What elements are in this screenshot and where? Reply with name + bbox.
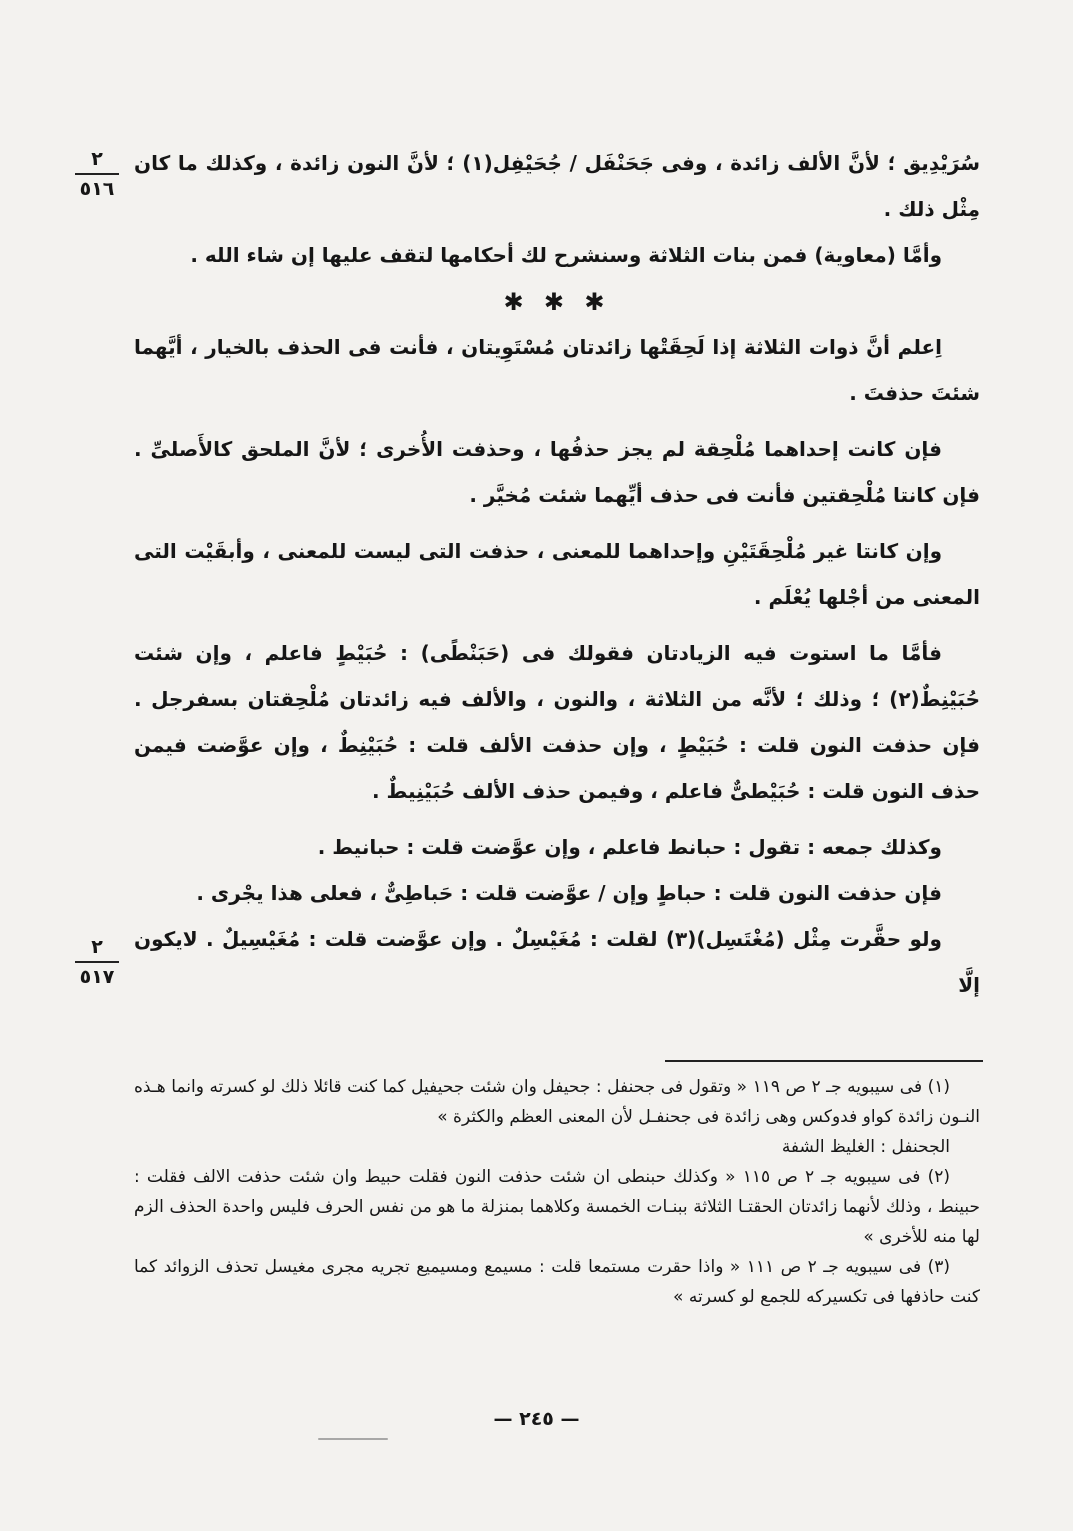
footnote-1-gloss: الجحنفل : الغليظ الشفة — [781, 1137, 950, 1157]
paragraph: اِعلم أنَّ ذوات الثلاثة إذا لَحِقَتْها زائدتان مُسْتَوِيتان ، فأنت فى الحذف بالخيار ، أيَّهما شئتَ حذفتَ . — [134, 335, 980, 405]
footnote-separator — [665, 1060, 983, 1062]
margin-reference-volume: ٢ — [75, 148, 119, 175]
paragraph-line: مِثْل ذلك . — [883, 197, 980, 221]
margin-reference-volume: ٢ — [75, 936, 119, 963]
paragraph: فأمَّا ما استوت فيه الزيادتان فقولك فى (حَبَنْطًى) : حُبَيْطٍ فاعلم ، وإن شئت حُبَيْنِطٌ(٢) ؛ وذلك ؛ لأنَّه من الثلاثة ، والنون ، والألف فيه زائدتان مُلْحِقتان بسفرجل . فإن حذفت النون قلت : حُبَيْطٍ ، وإن حذفت الألف قلت : حُبَيْنِطٌ ، وإن عوَّضت فيمن حذف النون قلت : حُبَيْطىٌّ فاعلم ، وفيمن حذف الألف حُبَيْنِيطٌ . — [134, 641, 980, 803]
footnote-3: (٣) فى سيبويه جـ ٢ ص ١١١ « واذا حقرت مستمعا قلت : مسيمع ومسيميع تجريه مجرى مغيسل تحذف الزوائد كما كنت حاذفها فى تكسيركه للجمع لو كسرته » — [134, 1257, 980, 1307]
page-number: — ٢٤٥ — — [493, 1408, 580, 1430]
margin-reference-page: ٥١٧ — [79, 965, 115, 988]
paragraph: وأمَّا (معاوية) فمن بنات الثلاثة وسنشرح لك أحكامها لتقف عليها إن شاء الله . — [190, 243, 942, 267]
footnote-1: (١) فى سيبويه جـ ٢ ص ١١٩ « وتقول فى جحنفل : جحيفل وان شئت جحيفيل كما كنت قائلا ذلك لو كسرته وانما هـذه النـون زائدة كواو فدوكس وهى زائدة فى جحنفـل لأن المعنى العظم والكثرة » — [134, 1077, 980, 1127]
main-text — [134, 140, 980, 1008]
paragraph: فإن كانت إحداهما مُلْحِقة لم يجز حذفُها ، وحذفت الأُخرى ؛ لأنَّ الملحق كالأَصلىِّ . فإن كانتا مُلْحِقتين فأنت فى حذف أيِّهما شئت مُخيَّر . — [134, 437, 980, 507]
paragraph: وإن كانتا غير مُلْحِقَتَيْنِ وإحداهما للمعنى ، حذفت التى ليست للمعنى ، وأبقَيْت التى المعنى من أجْلها يُعْلَم . — [134, 539, 980, 609]
margin-reference-517 — [62, 936, 132, 989]
footnote-2: (٢) فى سيبويه جـ ٢ ص ١١٥ « وكذلك حبنطى ان شئت حذفت النون فقلت حبيط وان شئت حذفت الالف فقلت : حبينط ، وذلك لأنهما زائدتان الحقتـا الثلاثة ببنـات الخمسة وكلاهما بمنزلة ما هو من نفس الحرف فليس واحدة الحذف الزم لها منه للأخرى » — [134, 1167, 980, 1247]
paragraph: فإن حذفت النون قلت : حباطٍ وإن / عوَّضت قلت : حَباطِىٌّ ، فعلى هذا يجْرى . — [196, 881, 942, 905]
margin-reference-516 — [62, 148, 132, 201]
paragraph-line: سُرَيْدِيق ؛ لأنَّ الألف زائدة ، وفى جَحَنْفَل / جُحَيْفِل(١) ؛ لأنَّ النون زائدة ، وكذلك ما كان — [134, 151, 980, 175]
paragraph: ولو حقَّرت مِثْل (مُغْتَسِل)(٣) لقلت : مُغَيْسِلٌ . وإن عوَّضت قلت : مُغَيْسِيلٌ . لايكون إلَّا — [134, 927, 980, 997]
section-divider-stars: ✱ ✱ ✱ — [503, 288, 611, 316]
footnotes — [134, 1072, 980, 1312]
paragraph: وكذلك جمعه : تقول : حبانط فاعلم ، وإن عوَّضت قلت : حبانيط . — [317, 835, 942, 859]
scan-smudge — [318, 1438, 388, 1440]
margin-reference-page: ٥١٦ — [79, 177, 115, 200]
